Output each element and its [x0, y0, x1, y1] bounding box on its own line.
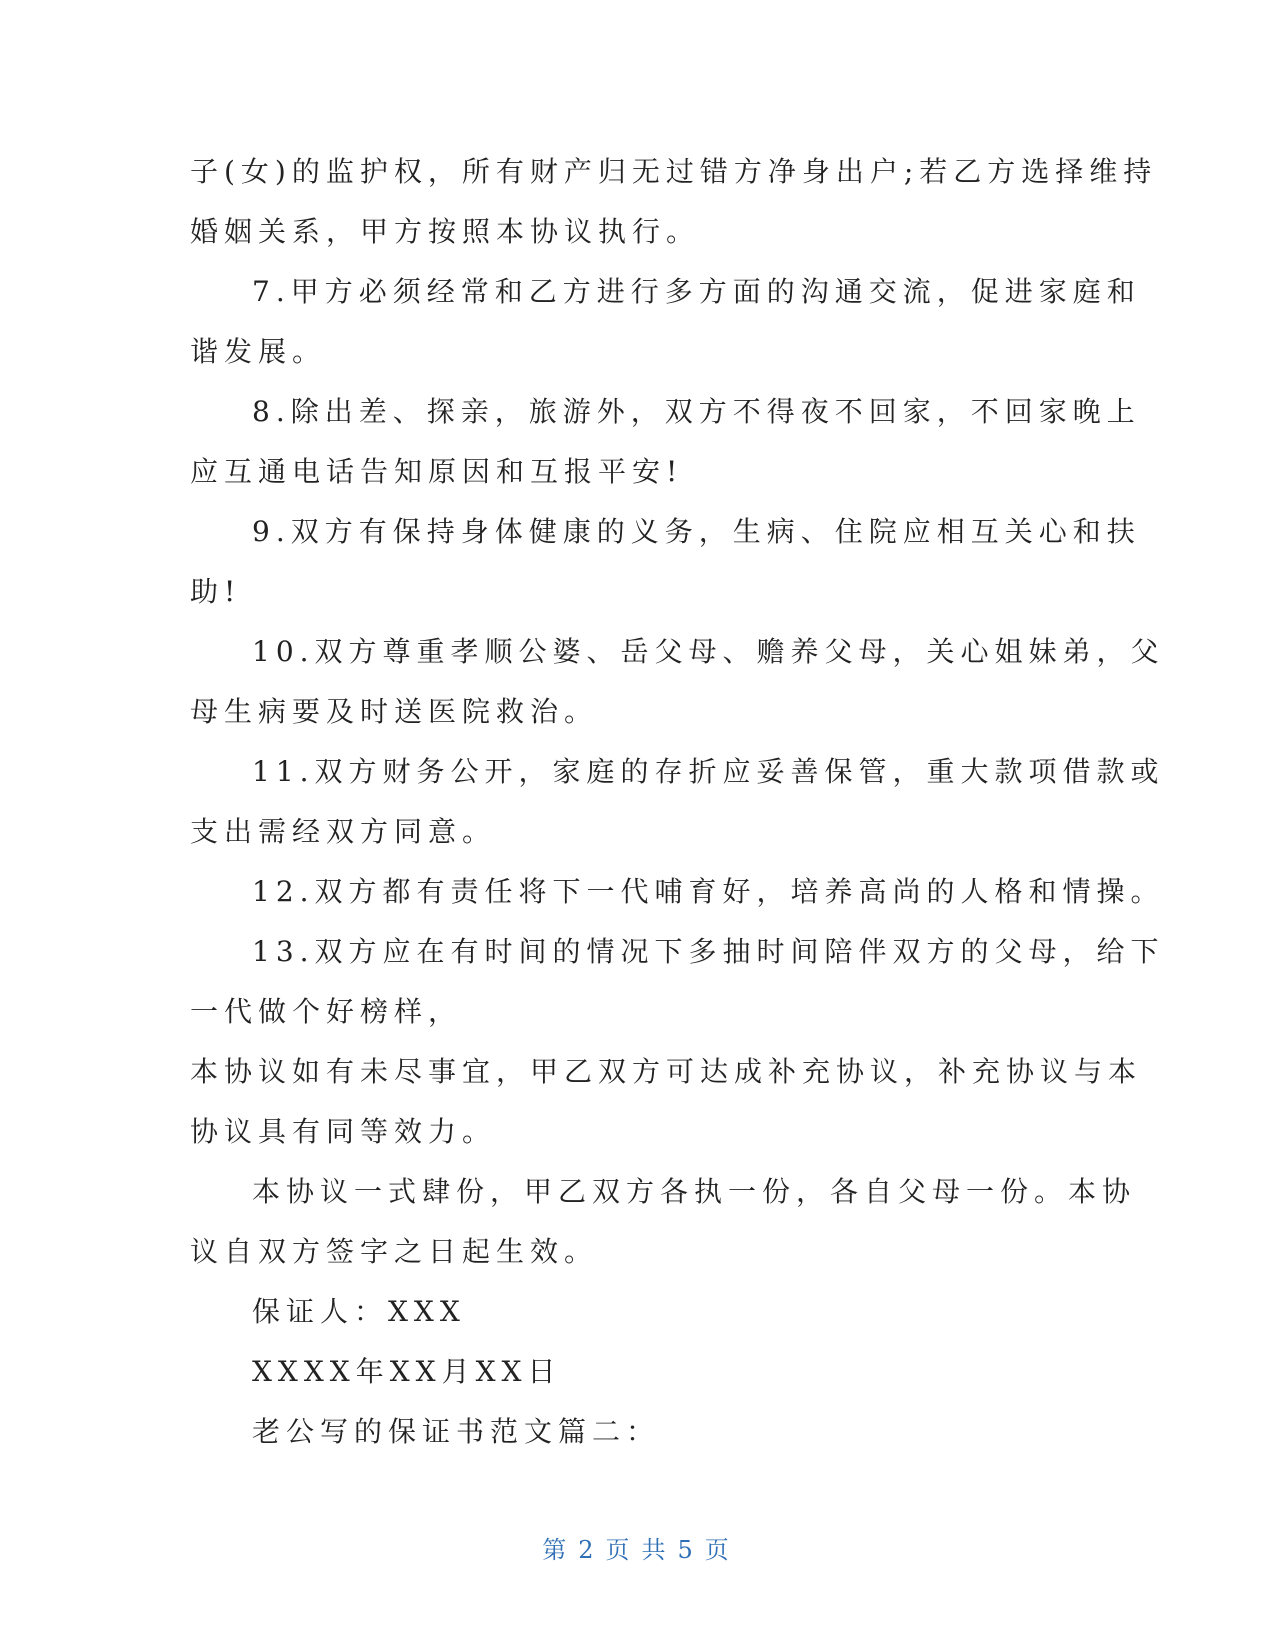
text-line: 子(女)的监护权，所有财产归无过错方净身出户;若乙方选择维持	[190, 155, 1158, 188]
footer-total-pages: 5	[677, 1536, 697, 1564]
text-line: 10.双方尊重孝顺公婆、岳父母、赡养父母，关心姐妹弟，父	[252, 635, 1165, 668]
text-line: 议自双方签字之日起生效。	[190, 1235, 599, 1268]
footer-total-word: 共	[641, 1536, 670, 1564]
text-line: XXXX年XX月XX日	[252, 1355, 562, 1388]
footer-current-page: 2	[578, 1536, 598, 1564]
text-line: 老公写的保证书范文篇二：	[252, 1415, 661, 1448]
text-line: 7.甲方必须经常和乙方进行多方面的沟通交流，促进家庭和	[252, 275, 1141, 308]
text-line: 12.双方都有责任将下一代哺育好，培养高尚的人格和情操。	[252, 875, 1165, 908]
text-line: 谐发展。	[190, 335, 327, 368]
text-line: 母生病要及时送医院救治。	[190, 695, 599, 728]
text-line: 11.双方财务公开，家庭的存折应妥善保管，重大款项借款或	[252, 755, 1165, 788]
text-line: 本协议一式肆份，甲乙双方各执一份，各自父母一份。本协	[252, 1175, 1137, 1208]
text-line: 8.除出差、探亲，旅游外，双方不得夜不回家，不回家晚上	[252, 395, 1141, 428]
text-line: 婚姻关系，甲方按照本协议执行。	[190, 215, 701, 248]
page-footer	[0, 1530, 1275, 1565]
footer-prefix: 第	[542, 1536, 571, 1564]
text-line: 9.双方有保持身体健康的义务，生病、住院应相互关心和扶	[252, 515, 1141, 548]
text-line: 协议具有同等效力。	[190, 1115, 497, 1148]
text-line: 保证人：XXX	[252, 1295, 466, 1328]
text-line: 支出需经双方同意。	[190, 815, 497, 848]
text-line: 13.双方应在有时间的情况下多抽时间陪伴双方的父母，给下	[252, 935, 1165, 968]
footer-suffix: 页	[704, 1536, 733, 1564]
text-line: 本协议如有未尽事宜，甲乙双方可达成补充协议，补充协议与本	[190, 1055, 1143, 1088]
footer-page-word: 页	[605, 1536, 634, 1564]
text-line: 助!	[190, 575, 242, 608]
text-line: 一代做个好榜样，	[190, 995, 463, 1028]
text-line: 应互通电话告知原因和互报平安!	[190, 455, 684, 488]
document-body	[190, 142, 1165, 1462]
